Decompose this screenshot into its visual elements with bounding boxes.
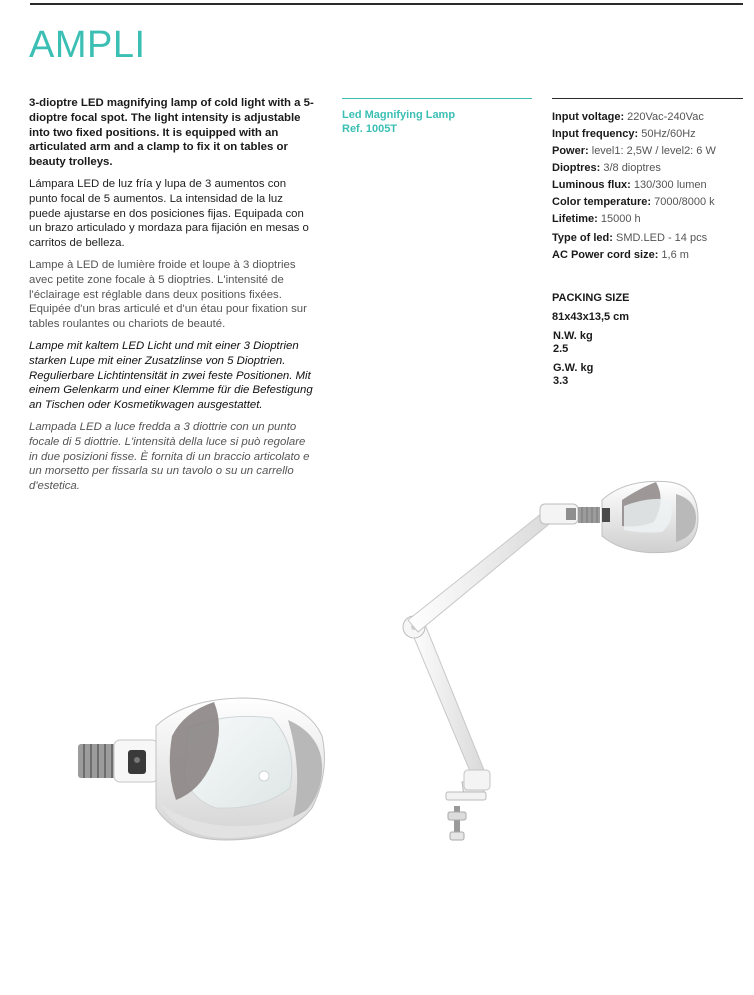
product-info [342, 98, 532, 136]
spec-row: Power: level1: 2,5W / level2: 6 W [552, 145, 716, 157]
spec-row: Luminous flux: 130/300 lumen [552, 179, 707, 191]
product-ref: Ref. 1005T [342, 123, 398, 135]
spec-row: Color temperature: 7000/8000 k [552, 196, 715, 208]
specs-rule [552, 98, 743, 99]
spec-row: AC Power cord size: 1,6 m [552, 249, 689, 261]
description-spanish: Lámpara LED de luz fría y lupa de 3 aumentos con punto focal de 5 aumentos. La intensidad de la luz puede ajustarse en dos posiciones fijas. Equipada con un brazo articulado y mordaza para fijación en mesas o carritos de belleza. [29, 177, 309, 250]
description-block [29, 96, 314, 501]
spec-row: Dioptres: 3/8 dioptres [552, 162, 661, 174]
packing-dimensions: 81x43x13,5 cm [552, 311, 630, 323]
description-italian: Lampada LED a luce fredda a 3 diottrie con un punto focale di 5 diottrie. L'intensità della luce si può regolare in due posizioni fisse. È fornita di un braccio articolato e un morsetto per fissarla su un tavolo o su un carrello d'estetica. [29, 420, 310, 493]
net-weight-label: N.W. kg [553, 330, 593, 342]
lamp-full-image [380, 470, 710, 850]
description-german: Lampe mit kaltem LED Licht und mit einer 3 Dioptrien starken Lupe mit einer Zusatzlinse von 5 Dioptrien. Regulierbare Lichtintensität in zwei feste Positionen. Mit einem Gelenkarm und einer Klemme für die Befestigung an Tischen oder Kosmetikwagen ausgestattet. [29, 339, 313, 412]
spec-row: Input frequency: 50Hz/60Hz [552, 128, 696, 140]
gross-weight-value: 3.3 [553, 375, 569, 387]
description-english: 3-dioptre LED magnifying lamp of cold light with a 5-dioptre focal spot. The light intensity is adjustable into two fixed positions. It is equipped with an articulated arm and a clamp to fix it on tables or beauty trolleys. [29, 97, 314, 169]
lower-arm [410, 622, 484, 776]
upper-arm [408, 510, 554, 632]
lamp-head-closeup-image [76, 696, 332, 842]
top-rule [30, 3, 743, 5]
product-name: Led Magnifying Lamp [342, 109, 456, 121]
page-title: AMPLI [29, 24, 146, 66]
closeup-bellows [78, 744, 116, 778]
spec-row: Type of led: SMD.LED - 14 pcs [552, 232, 708, 244]
net-weight-value: 2.5 [553, 343, 569, 355]
spec-row: Input voltage: 220Vac-240Vac [552, 111, 704, 123]
product-rule [342, 98, 532, 99]
bellows [578, 507, 600, 523]
lamp-head [602, 481, 698, 552]
spec-list [552, 109, 743, 264]
description-french: Lampe à LED de lumière froide et loupe à 3 dioptries avec petite zone focale à 5 dioptries. L'intensité de l'éclairage est réglable dans deux positions fixées. Equipée d'un bras articulé et d'un étau pour fixation sur tables roulantes ou chariots de beauté. [29, 258, 307, 331]
specifications [552, 98, 743, 264]
spec-row: Lifetime: 15000 h [552, 213, 641, 225]
packing-heading: PACKING SIZE [552, 292, 630, 304]
packing-size [552, 292, 629, 388]
clamp [446, 782, 486, 840]
gross-weight-label: G.W. kg [553, 362, 594, 374]
